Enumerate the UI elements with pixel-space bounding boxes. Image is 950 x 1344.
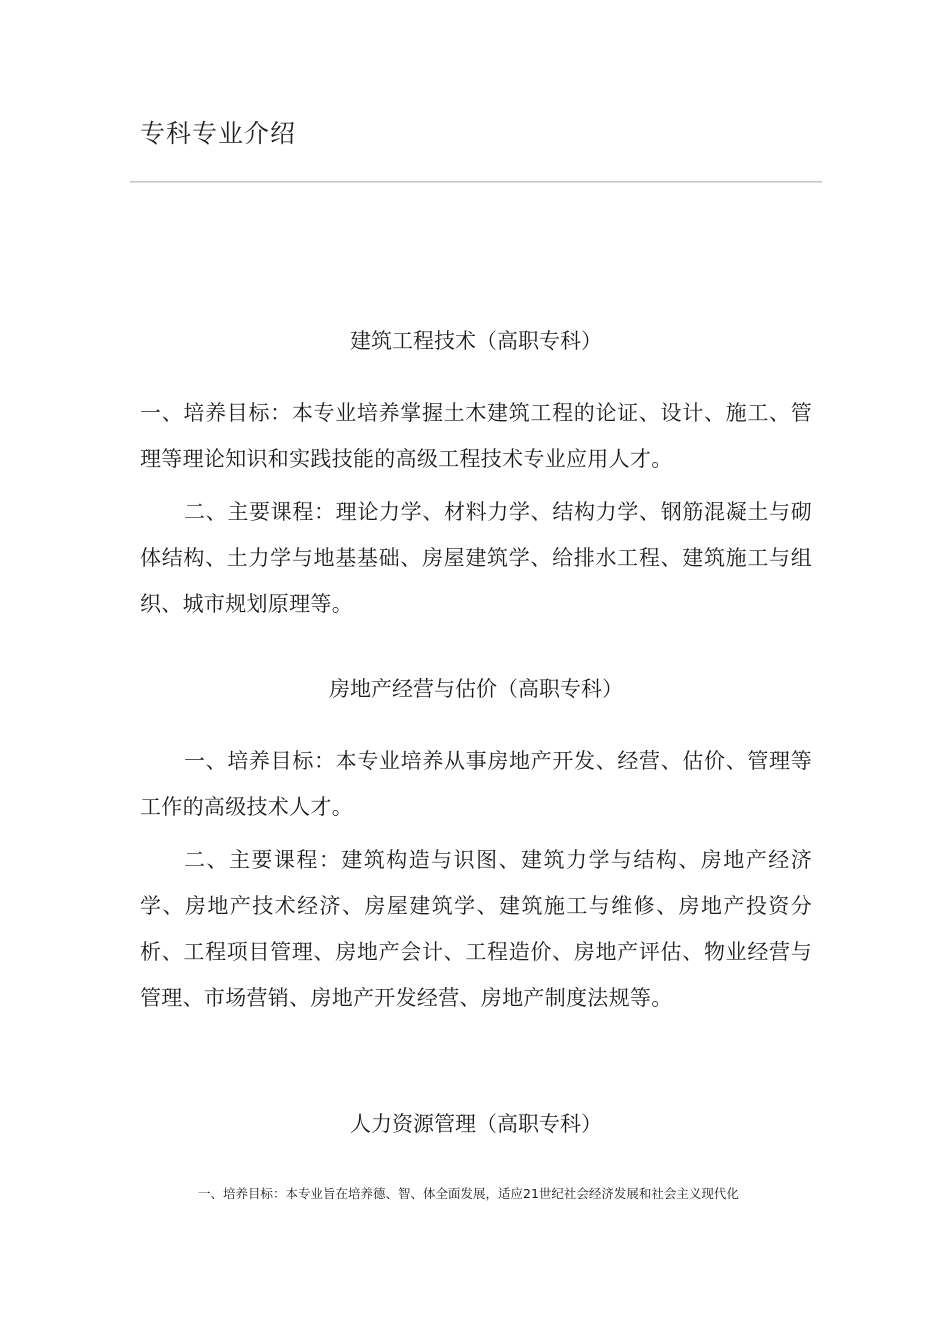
section-heading-real-estate: 房地产经营与估价（高职专科）: [329, 677, 623, 701]
section-construction-goal: 一、培养目标：本专业培养掌握土木建筑工程的论证、设计、施工、管理等理论知识和实践技能的高级工程技术专业应用人才。: [140, 401, 812, 471]
page-title: 专科专业介绍: [140, 119, 297, 148]
section-heading-construction: 建筑工程技术（高职专科）: [350, 329, 602, 353]
section-real-estate-goal: 一、培养目标：本专业培养从事房地产开发、经营、估价、管理等工作的高级技术人才。: [140, 749, 812, 819]
section-hr-goal: 一、培养目标：本专业旨在培养德、智、体全面发展，适应21世纪社会经济发展和社会主义现代化: [198, 1186, 739, 1201]
section-heading-hr: 人力资源管理（高职专科）: [350, 1112, 602, 1136]
section-real-estate-courses: 二、主要课程：建筑构造与识图、建筑力学与结构、房地产经济学、房地产技术经济、房屋建筑学、建筑施工与维修、房地产投资分析、工程项目管理、房地产会计、工程造价、房地产评估、物业经营与管理、市场营销、房地产开发经营、房地产制度法规等。: [140, 848, 812, 1010]
title-divider: [130, 181, 822, 183]
section-construction-courses: 二、主要课程：理论力学、材料力学、结构力学、钢筋混凝土与砌体结构、土力学与地基基础、房屋建筑学、给排水工程、建筑施工与组织、城市规划原理等。: [140, 500, 812, 616]
